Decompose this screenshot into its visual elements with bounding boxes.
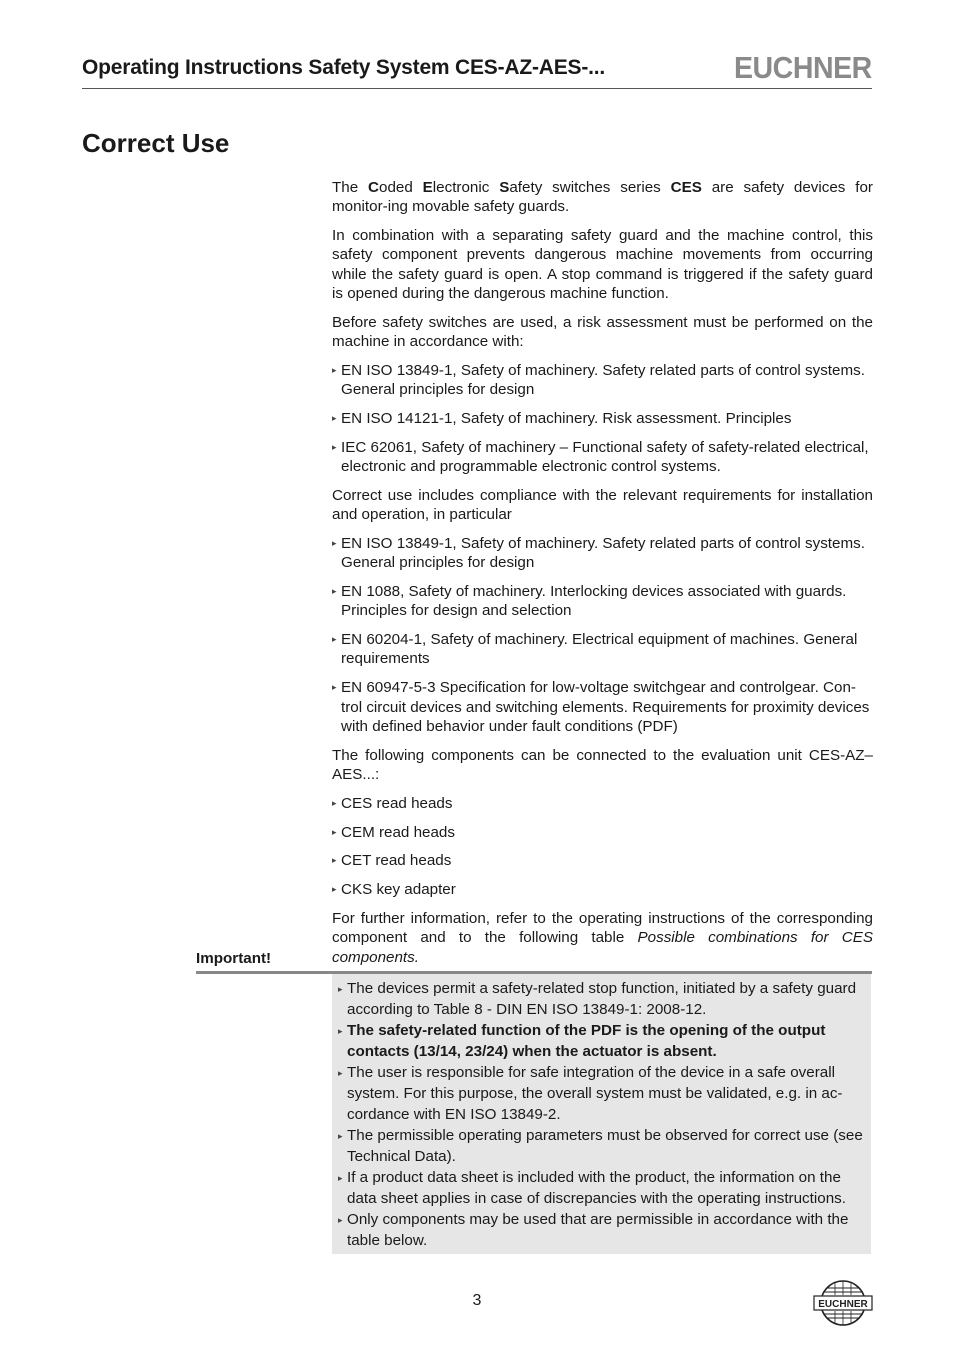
combination-paragraph: In combination with a separating safety guard and the machine control, this safety component prevents dangerous machine movements from occurring while the safety guard is open. A stop command is triggered if the safety guard is opened during the dangerous machine function. bbox=[332, 227, 873, 302]
risk-assessment-paragraph: Before safety switches are used, a risk assessment must be performed on the machine in accordance with: bbox=[332, 313, 873, 351]
bullet-icon: ▸ bbox=[332, 682, 337, 693]
list-item: ▸ The user is responsible for safe integration of the device in a safe overall system. For this purpose, the overall system must be validated, e.g. in ac-cordance with EN ISO 13849-2. bbox=[338, 1064, 843, 1123]
bullet-icon: ▸ bbox=[332, 884, 337, 895]
important-notice-box bbox=[332, 974, 871, 1254]
bullet-icon: ▸ bbox=[338, 984, 343, 994]
bullet-icon: ▸ bbox=[338, 1068, 343, 1078]
components-list bbox=[332, 794, 873, 900]
bullet-icon: ▸ bbox=[338, 1026, 343, 1036]
list-item: ▸ EN ISO 13849-1, Safety of machinery. Safety related parts of control systems. General principles for design bbox=[332, 534, 865, 572]
risk-standards-list bbox=[332, 361, 873, 476]
euchner-seal-icon bbox=[813, 1279, 873, 1327]
bullet-icon: ▸ bbox=[332, 364, 337, 375]
list-item: ▸ IEC 62061, Safety of machinery – Functional safety of safety-related electrical, electronic and programmable electronic control systems. bbox=[332, 438, 869, 476]
important-heading: Important! bbox=[196, 950, 272, 967]
bullet-icon: ▸ bbox=[332, 586, 337, 597]
section-title: Correct Use bbox=[82, 128, 230, 158]
list-item: ▸ EN 60947-5-3 Specification for low-voltage switchgear and controlgear. Con-trol circuit devices and switching elements. Requirements for proximity devices with defined behavior under fault conditions (PDF) bbox=[332, 679, 870, 735]
bullet-icon: ▸ bbox=[332, 441, 337, 452]
list-item: ▸ CEM read heads bbox=[332, 823, 455, 841]
page-number: 3 bbox=[472, 1292, 482, 1309]
list-item: ▸ The permissible operating parameters must be observed for correct use (see Technical Data). bbox=[338, 1127, 863, 1165]
important-list bbox=[332, 978, 871, 1251]
bullet-icon: ▸ bbox=[332, 634, 337, 645]
list-item: ▸ EN ISO 13849-1, Safety of machinery. Safety related parts of control systems. General principles for design bbox=[332, 361, 865, 399]
bullet-icon: ▸ bbox=[332, 537, 337, 548]
bullet-icon: ▸ bbox=[332, 412, 337, 423]
intro-paragraph: The Coded Electronic Safety switches series CES are safety devices for monitor-ing movable safety guards. bbox=[332, 179, 873, 216]
brand-logo: EUCHNER bbox=[734, 50, 872, 85]
further-info-paragraph: For further information, refer to the operating instructions of the corresponding component and to the following table Possible combinations for CES components. bbox=[332, 909, 873, 966]
list-item: ▸ EN 60204-1, Safety of machinery. Electrical equipment of machines. General requirements bbox=[332, 631, 858, 668]
list-item: ▸ CET read heads bbox=[332, 852, 452, 870]
list-item: ▸ The devices permit a safety-related stop function, initiated by a safety guard according to Table 8 - DIN EN ISO 13849-1: 2008-12. bbox=[338, 980, 857, 1018]
list-item: ▸ EN 1088, Safety of machinery. Interlocking devices associated with guards. Principles for design and selection bbox=[332, 583, 847, 620]
list-item: ▸ Only components may be used that are permissible in accordance with the table below. bbox=[338, 1211, 849, 1249]
page-header bbox=[82, 50, 872, 89]
compliance-standards-list bbox=[332, 534, 873, 736]
list-item: ▸ The safety-related function of the PDF is the opening of the output contacts (13/14, 23/24) when the actuator is absent. bbox=[338, 1022, 826, 1060]
list-item: ▸ EN ISO 14121-1, Safety of machinery. Risk assessment. Principles bbox=[332, 409, 792, 427]
list-item: ▸ CES read heads bbox=[332, 794, 453, 812]
svg-text:EUCHNER: EUCHNER bbox=[818, 1299, 868, 1310]
bullet-icon: ▸ bbox=[338, 1173, 343, 1183]
bullet-icon: ▸ bbox=[332, 855, 337, 866]
main-content bbox=[332, 178, 873, 976]
correct-use-paragraph: Correct use includes compliance with the relevant requirements for installation and operation, in particular bbox=[332, 486, 873, 524]
document-title: Operating Instructions Safety System CES-AZ-AES-... bbox=[82, 56, 606, 79]
bullet-icon: ▸ bbox=[332, 797, 337, 808]
bullet-icon: ▸ bbox=[338, 1215, 343, 1225]
list-item: ▸ CKS key adapter bbox=[332, 881, 456, 899]
list-item: ▸ If a product data sheet is included with the product, the information on the data sheet applies in case of discrepancies with the operating instructions. bbox=[338, 1169, 846, 1207]
bullet-icon: ▸ bbox=[332, 826, 337, 837]
bullet-icon: ▸ bbox=[338, 1131, 343, 1141]
components-paragraph: The following components can be connected to the evaluation unit CES-AZ–AES...: bbox=[332, 746, 873, 783]
